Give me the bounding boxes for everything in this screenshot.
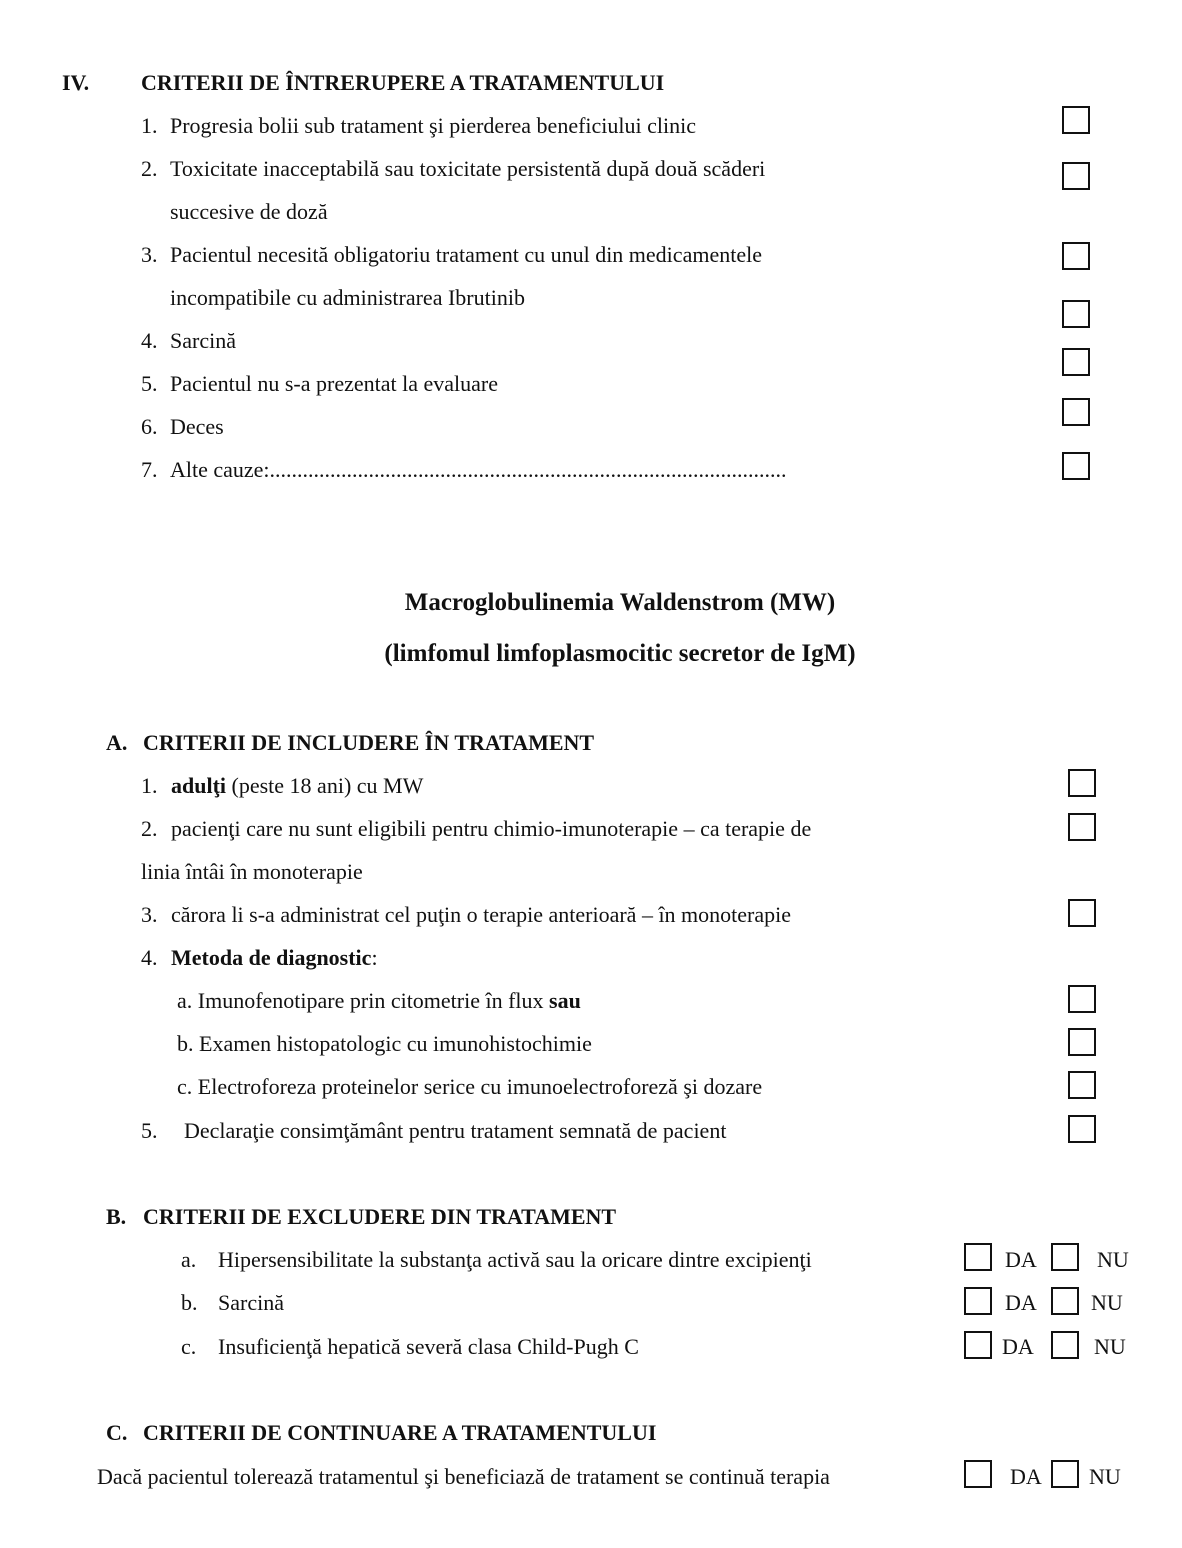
b-item-b-text: Sarcină (218, 1290, 284, 1315)
b-item-c-letter: c. (181, 1334, 197, 1359)
a-sub-a-text (177, 988, 581, 1014)
iv-item-4-text: Sarcină (170, 328, 236, 353)
section-a-title: CRITERII DE INCLUDERE ÎN TRATAMENT (143, 730, 595, 755)
a-item-4-num: 4. (141, 945, 158, 970)
iv-item-1-checkbox[interactable] (1062, 106, 1090, 134)
iv-item-6-checkbox[interactable] (1062, 398, 1090, 426)
a-item-1-text (171, 773, 423, 799)
iv-item-1-num: 1. (141, 113, 158, 138)
a-item-2-num: 2. (141, 816, 158, 841)
a-item-2-text-cont: linia întâi în monoterapie (141, 859, 363, 884)
iv-item-1-text: Progresia bolii sub tratament şi pierderea beneficiului clinic (170, 113, 696, 138)
iv-item-4-checkbox[interactable] (1062, 300, 1090, 328)
iv-item-7-checkbox[interactable] (1062, 452, 1090, 480)
iv-item-5-num: 5. (141, 371, 158, 396)
a-item-2-checkbox[interactable] (1068, 813, 1096, 841)
b-item-a-letter: a. (181, 1247, 197, 1272)
iv-item-2-text-cont: succesive de doză (170, 199, 328, 224)
b-item-b-da-checkbox[interactable] (964, 1287, 992, 1315)
section-b-title: CRITERII DE EXCLUDERE DIN TRATAMENT (143, 1204, 617, 1229)
b-item-b-nu-checkbox[interactable] (1051, 1287, 1079, 1315)
c-nu-label: NU (1089, 1464, 1121, 1489)
a-sub-b-text: b. Examen histopatologic cu imunohistochimie (177, 1031, 592, 1056)
iv-item-3-text-cont: incompatibile cu administrarea Ibrutinib (170, 285, 525, 310)
a-item-1-checkbox[interactable] (1068, 769, 1096, 797)
b-item-a-text: Hipersensibilitate la substanţa activă sau la oricare dintre excipienţi (218, 1247, 812, 1272)
c-da-label: DA (1010, 1464, 1042, 1489)
b-item-c-nu-label: NU (1094, 1334, 1126, 1359)
c-da-checkbox[interactable] (964, 1460, 992, 1488)
b-item-c-text: Insuficienţă hepatică severă clasa Child-Pugh C (218, 1334, 639, 1359)
a-item-1-bold: adulţi (171, 773, 227, 798)
iv-item-7-text: Alte cauze:.............................................................................................. (170, 457, 787, 482)
b-item-c-nu-checkbox[interactable] (1051, 1331, 1079, 1359)
a-sub-a-bold: sau (549, 988, 581, 1013)
a-item-4-rest: : (371, 945, 378, 970)
c-nu-checkbox[interactable] (1051, 1460, 1079, 1488)
c-continuation-text: Dacă pacientul tolerează tratamentul şi beneficiază de tratament se continuă terapia (97, 1464, 830, 1489)
iv-item-2-num: 2. (141, 156, 158, 181)
a-sub-a-checkbox[interactable] (1068, 985, 1096, 1013)
b-item-b-nu-label: NU (1091, 1290, 1123, 1315)
b-item-a-nu-label: NU (1097, 1247, 1129, 1272)
b-item-a-da-label: DA (1005, 1247, 1037, 1272)
a-item-5-checkbox[interactable] (1068, 1115, 1096, 1143)
b-item-c-da-label: DA (1002, 1334, 1034, 1359)
a-item-4-bold: Metoda de diagnostic (171, 945, 372, 970)
a-sub-c-text: c. Electroforeza proteinelor serice cu imunoelectroforeză şi dozare (177, 1074, 763, 1099)
a-item-3-num: 3. (141, 902, 158, 927)
a-item-1-num: 1. (141, 773, 158, 798)
section-iv-title: CRITERII DE ÎNTRERUPERE A TRATAMENTULUI (141, 70, 665, 95)
document-subheading: (limfomul limfoplasmocitic secretor de IgM) (384, 640, 856, 667)
iv-item-2-text: Toxicitate inacceptabilă sau toxicitate persistentă după două scăderi (170, 156, 766, 181)
a-sub-b-checkbox[interactable] (1068, 1028, 1096, 1056)
section-c-letter: C. (106, 1420, 128, 1445)
section-a-letter: A. (106, 730, 128, 755)
iv-item-3-checkbox[interactable] (1062, 242, 1090, 270)
a-item-2-text: pacienţi care nu sunt eligibili pentru chimio-imunoterapie – ca terapie de (171, 816, 812, 841)
section-iv-number: IV. (62, 70, 90, 95)
iv-item-5-checkbox[interactable] (1062, 348, 1090, 376)
a-item-4-text (171, 945, 378, 971)
b-item-b-letter: b. (181, 1290, 198, 1315)
b-item-a-da-checkbox[interactable] (964, 1243, 992, 1271)
section-b-letter: B. (106, 1204, 127, 1229)
iv-item-7-num: 7. (141, 457, 158, 482)
a-item-1-rest: (peste 18 ani) cu MW (226, 773, 424, 798)
iv-item-3-num: 3. (141, 242, 158, 267)
section-c-title: CRITERII DE CONTINUARE A TRATAMENTULUI (143, 1420, 657, 1445)
iv-item-6-num: 6. (141, 414, 158, 439)
iv-item-2-checkbox[interactable] (1062, 162, 1090, 190)
iv-item-4-num: 4. (141, 328, 158, 353)
a-sub-a-plain: a. Imunofenotipare prin citometrie în flux (177, 988, 550, 1013)
iv-item-6-text: Deces (170, 414, 224, 439)
a-item-3-text: cărora li s-a administrat cel puţin o terapie anterioară – în monoterapie (171, 902, 792, 927)
document-heading: Macroglobulinemia Waldenstrom (MW) (404, 589, 836, 616)
b-item-b-da-label: DA (1005, 1290, 1037, 1315)
iv-item-3-text: Pacientul necesită obligatoriu tratament cu unul din medicamentele (170, 242, 762, 267)
a-item-5-text: Declaraţie consimţământ pentru tratament semnată de pacient (184, 1118, 727, 1143)
a-sub-c-checkbox[interactable] (1068, 1071, 1096, 1099)
iv-item-5-text: Pacientul nu s-a prezentat la evaluare (170, 371, 499, 396)
a-item-5-num: 5. (141, 1118, 158, 1143)
a-item-3-checkbox[interactable] (1068, 899, 1096, 927)
b-item-c-da-checkbox[interactable] (964, 1331, 992, 1359)
b-item-a-nu-checkbox[interactable] (1051, 1243, 1079, 1271)
